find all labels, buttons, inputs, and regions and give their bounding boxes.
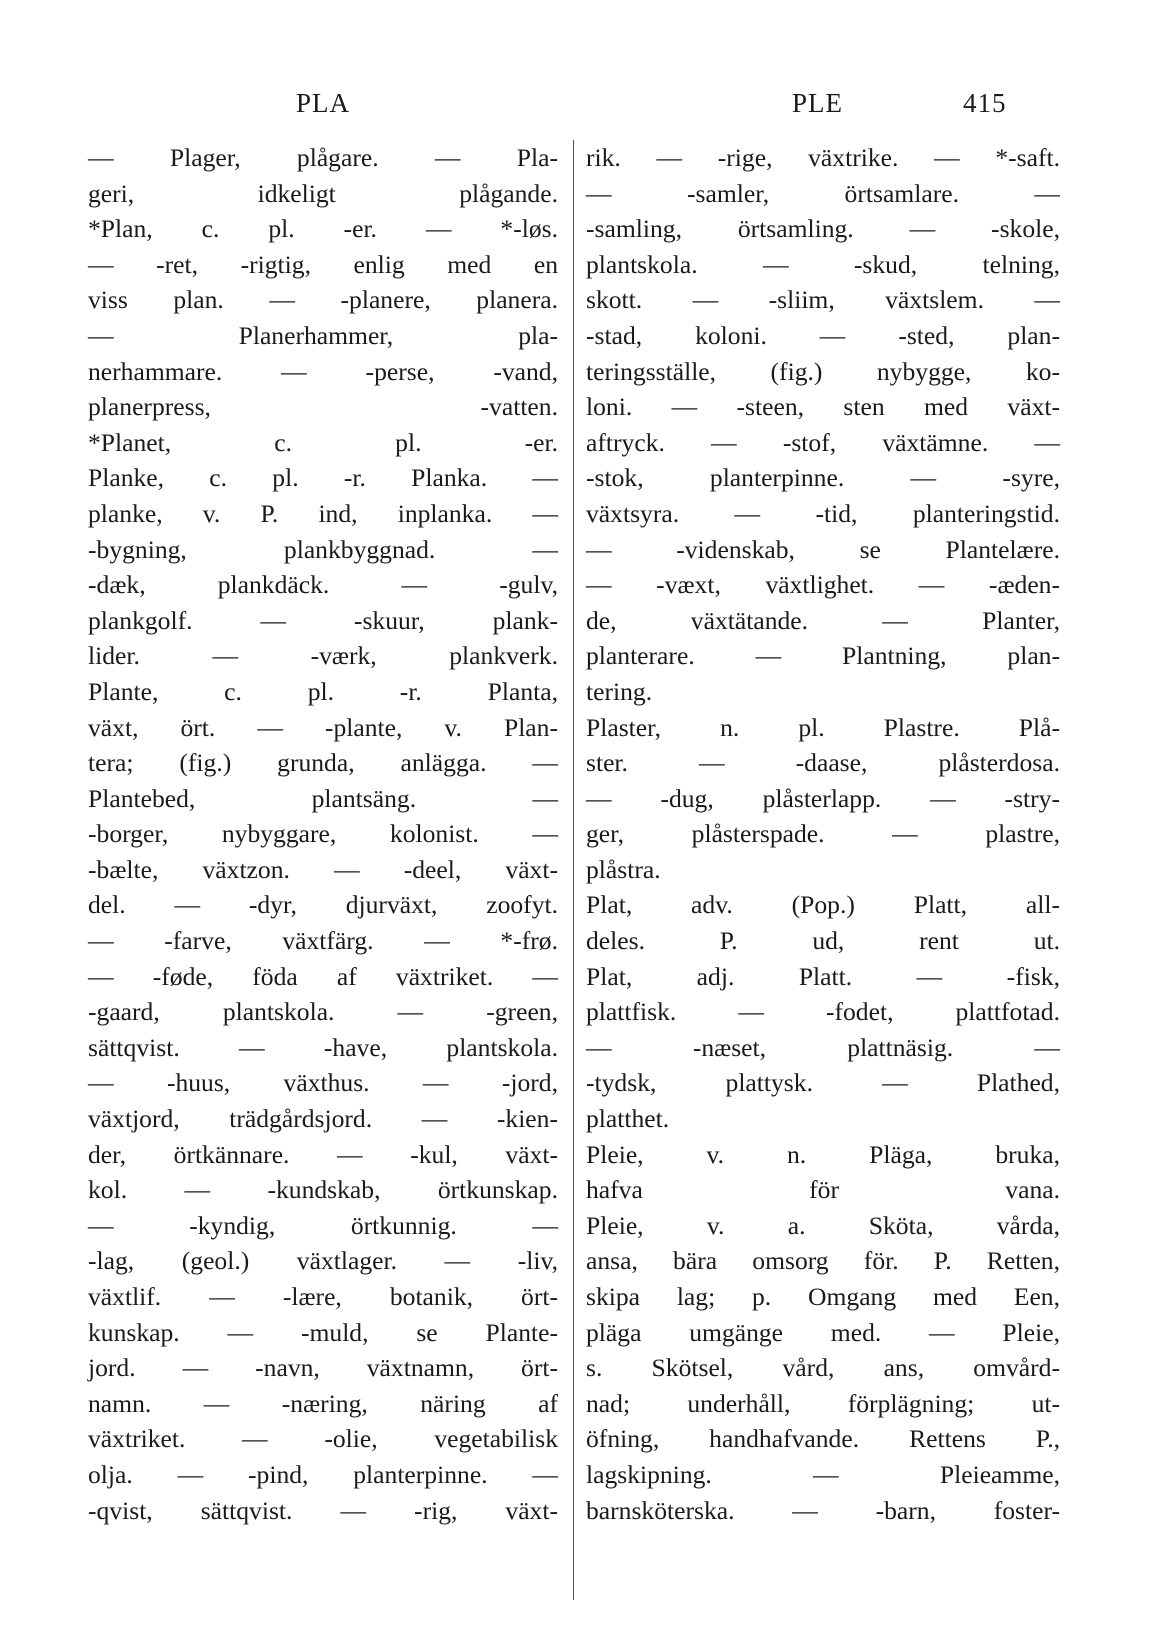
entry-line: Plante, c. pl. -r. Planta, xyxy=(88,676,558,706)
entry-line: *Plan, c. pl. -er. — *-løs. xyxy=(88,214,558,244)
entry-line: aftryck. — -stof, växtämne. — xyxy=(586,427,1060,457)
entry-line: olja. — -pind, planterpinne. — xyxy=(88,1459,558,1489)
entry-line: — -føde, föda af växtriket. — xyxy=(88,961,558,991)
entry-line: — -farve, växtfärg. — *-frø. xyxy=(88,926,558,956)
entry-line: viss plan. — -planere, planera. xyxy=(88,285,558,315)
entry-line: *Planet, c. pl. -er. xyxy=(88,427,558,457)
entry-line: Planke, c. pl. -r. Planka. — xyxy=(88,463,558,493)
entry-line: växt, ört. — -plante, v. Plan- xyxy=(88,712,558,742)
entry-line: — Plager, plågare. — Pla- xyxy=(88,143,558,172)
entry-line: nerhammare. — -perse, -vand, xyxy=(88,356,558,386)
entry-line: hafva för vana. xyxy=(586,1175,1060,1205)
entry-line: sättqvist. — -have, plantskola. xyxy=(88,1032,558,1062)
entry-line: -stok, planterpinne. — -syre, xyxy=(586,463,1060,493)
entry-line: jord. — -navn, växtnamn, ört- xyxy=(88,1353,558,1383)
entry-line: växtlif. — -lære, botanik, ört- xyxy=(88,1282,558,1311)
entry-line: -lag, (geol.) växtlager. — -liv, xyxy=(88,1246,558,1276)
entry-line: tering. xyxy=(586,676,653,706)
entry-line: växtsyra. — -tid, planteringstid. xyxy=(586,498,1060,528)
entry-line: kol. — -kundskab, örtkunskap. xyxy=(88,1175,558,1205)
entry-line: växtriket. — -olie, vegetabilisk xyxy=(88,1424,558,1454)
entry-line: -qvist, sättqvist. — -rig, växt- xyxy=(88,1495,558,1525)
entry-line: -gaard, plantskola. — -green, xyxy=(88,997,558,1027)
left-column xyxy=(88,140,558,1528)
entry-line: plåstra. xyxy=(586,854,661,884)
entry-line: planke, v. P. ind, inplanka. — xyxy=(88,498,558,528)
entry-line: — -dug, plåsterlapp. — -stry- xyxy=(586,783,1060,813)
entry-line: nad; underhåll, förplägning; ut- xyxy=(586,1388,1060,1418)
entry-line: växtjord, trädgårdsjord. — -kien- xyxy=(88,1104,558,1134)
entry-line: — -videnskab, se Plantelære. xyxy=(586,534,1060,564)
entry-line: — -huus, växthus. — -jord, xyxy=(88,1068,558,1098)
entry-line: Pleie, v. a. Sköta, vårda, xyxy=(586,1210,1060,1240)
entry-line: -dæk, plankdäck. — -gulv, xyxy=(88,570,558,600)
entry-line: Plaster, n. pl. Plastre. Plå- xyxy=(586,712,1060,742)
entry-line: planterare. — Plantning, plan- xyxy=(586,641,1060,671)
entry-line: — -samler, örtsamlare. — xyxy=(586,178,1060,208)
entry-line: pläga umgänge med. — Pleie, xyxy=(586,1317,1060,1347)
entry-line: -borger, nybyggare, kolonist. — xyxy=(88,819,558,849)
entry-line: barnsköterska. — -barn, foster- xyxy=(586,1495,1060,1525)
right-column xyxy=(586,140,1060,1528)
entry-line: tera; (fig.) grunda, anlägga. — xyxy=(88,748,558,778)
entry-line: -tydsk, plattysk. — Plathed, xyxy=(586,1068,1060,1098)
entry-line: -bælte, växtzon. — -deel, växt- xyxy=(88,854,558,884)
entry-line: platthet. xyxy=(586,1104,670,1134)
entry-line: planerpress, -vatten. xyxy=(88,392,558,422)
left-guide-word: PLA xyxy=(296,88,351,118)
entry-line: — -væxt, växtlighet. — -æden- xyxy=(586,570,1060,600)
entry-line: plattfisk. — -fodet, plattfotad. xyxy=(586,997,1060,1027)
entry-line: — -næset, plattnäsig. — xyxy=(586,1032,1060,1062)
entry-line: ster. — -daase, plåsterdosa. xyxy=(586,748,1060,778)
entry-line: lagskipning. — Pleieamme, xyxy=(586,1459,1060,1489)
entry-line: — -kyndig, örtkunnig. — xyxy=(88,1210,558,1240)
entry-line: der, örtkännare. — -kul, växt- xyxy=(88,1139,558,1169)
entry-line: teringsställe, (fig.) nybygge, ko- xyxy=(586,356,1060,386)
entry-line: kunskap. — -muld, se Plante- xyxy=(88,1317,558,1347)
entry-line: lider. — -værk, plankverk. xyxy=(88,641,558,671)
entry-line: Plat, adj. Platt. — -fisk, xyxy=(586,961,1060,991)
entry-line: plankgolf. — -skuur, plank- xyxy=(88,605,558,635)
column-divider xyxy=(573,140,574,1600)
entry-line: öfning, handhafvande. Rettens P., xyxy=(586,1424,1060,1454)
entry-line: deles. P. ud, rent ut. xyxy=(586,926,1060,956)
entry-line: s. Skötsel, vård, ans, omvård- xyxy=(586,1353,1060,1383)
entry-line: -stad, koloni. — -sted, plan- xyxy=(586,320,1060,350)
entry-line: plantskola. — -skud, telning, xyxy=(586,249,1060,279)
entry-line: loni. — -steen, sten med växt- xyxy=(586,392,1060,422)
entry-line: Plat, adv. (Pop.) Platt, all- xyxy=(586,890,1060,920)
entry-line: Plantebed, plantsäng. — xyxy=(88,783,558,813)
entry-line: — -ret, -rigtig, enlig med en xyxy=(88,249,558,279)
page-header xyxy=(0,88,1152,128)
entry-line: — Planerhammer, pla- xyxy=(88,320,558,350)
entry-line: -bygning, plankbyggnad. — xyxy=(88,534,558,564)
entry-line: de, växtätande. — Planter, xyxy=(586,605,1060,635)
entry-line: skott. — -sliim, växtslem. — xyxy=(586,285,1060,315)
entry-line: ger, plåsterspade. — plastre, xyxy=(586,819,1060,849)
entry-line: namn. — -næring, näring af xyxy=(88,1388,558,1418)
entry-line: skipa lag; p. Omgang med Een, xyxy=(586,1282,1060,1311)
right-guide-word: PLE xyxy=(792,88,844,118)
page-number: 415 xyxy=(963,88,1007,118)
entry-line: rik. — -rige, växtrike. — *-saft. xyxy=(586,143,1060,172)
entry-line: geri, idkeligt plågande. xyxy=(88,178,558,208)
entry-line: del. — -dyr, djurväxt, zoofyt. xyxy=(88,890,558,920)
entry-line: Pleie, v. n. Pläga, bruka, xyxy=(586,1139,1060,1169)
entry-line: -samling, örtsamling. — -skole, xyxy=(586,214,1060,244)
entry-line: ansa, bära omsorg för. P. Retten, xyxy=(586,1246,1060,1276)
